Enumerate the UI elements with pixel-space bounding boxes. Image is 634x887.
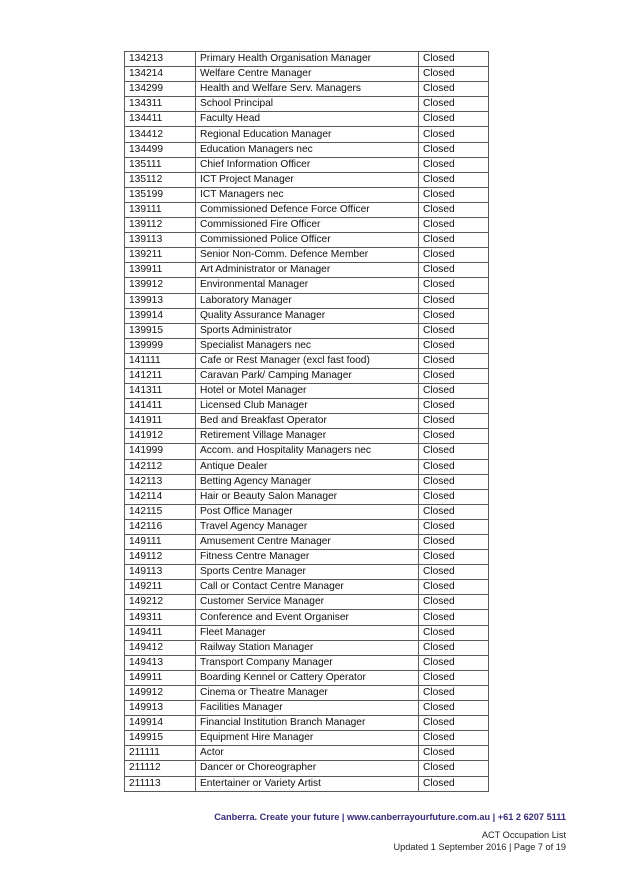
occupation-code: 149212 (125, 595, 196, 610)
occupation-status: Closed (419, 157, 489, 172)
occupation-status: Closed (419, 52, 489, 67)
occupation-status: Closed (419, 218, 489, 233)
occupation-code: 211113 (125, 776, 196, 791)
occupation-title: Licensed Club Manager (196, 399, 419, 414)
occupation-title: Hair or Beauty Salon Manager (196, 489, 419, 504)
occupation-code: 135112 (125, 172, 196, 187)
occupation-title: Education Managers nec (196, 142, 419, 157)
occupation-status: Closed (419, 187, 489, 202)
occupation-code: 211112 (125, 761, 196, 776)
occupation-title: Railway Station Manager (196, 640, 419, 655)
table-row (125, 67, 489, 82)
occupation-title: Dancer or Choreographer (196, 761, 419, 776)
occupation-title: Bed and Breakfast Operator (196, 414, 419, 429)
occupation-code: 134299 (125, 82, 196, 97)
table-row (125, 338, 489, 353)
occupation-title: Specialist Managers nec (196, 338, 419, 353)
occupation-status: Closed (419, 338, 489, 353)
occupation-code: 141912 (125, 429, 196, 444)
occupation-code: 134213 (125, 52, 196, 67)
table-row (125, 565, 489, 580)
occupation-table (124, 51, 489, 792)
table-row (125, 353, 489, 368)
occupation-title: Commissioned Fire Officer (196, 218, 419, 233)
occupation-code: 139211 (125, 248, 196, 263)
occupation-status: Closed (419, 595, 489, 610)
occupation-code: 139912 (125, 278, 196, 293)
occupation-title: Commissioned Police Officer (196, 233, 419, 248)
occupation-title: Senior Non-Comm. Defence Member (196, 248, 419, 263)
table-row (125, 535, 489, 550)
occupation-status: Closed (419, 293, 489, 308)
occupation-status: Closed (419, 353, 489, 368)
occupation-code: 141211 (125, 368, 196, 383)
table-row (125, 595, 489, 610)
occupation-status: Closed (419, 580, 489, 595)
table-row (125, 52, 489, 67)
occupation-code: 149113 (125, 565, 196, 580)
occupation-title: Commissioned Defence Force Officer (196, 202, 419, 217)
table-row (125, 233, 489, 248)
occupation-title: Primary Health Organisation Manager (196, 52, 419, 67)
occupation-code: 149411 (125, 625, 196, 640)
occupation-title: Art Administrator or Manager (196, 263, 419, 278)
occupation-code: 149913 (125, 701, 196, 716)
occupation-title: Cinema or Theatre Manager (196, 685, 419, 700)
table-row (125, 489, 489, 504)
occupation-status: Closed (419, 142, 489, 157)
occupation-status: Closed (419, 731, 489, 746)
occupation-title: Entertainer or Variety Artist (196, 776, 419, 791)
table-row (125, 278, 489, 293)
occupation-status: Closed (419, 82, 489, 97)
occupation-title: Betting Agency Manager (196, 474, 419, 489)
table-row (125, 82, 489, 97)
occupation-status: Closed (419, 565, 489, 580)
footer-document-title: ACT Occupation List (481, 830, 566, 840)
occupation-code: 134499 (125, 142, 196, 157)
table-row (125, 263, 489, 278)
occupation-code: 211111 (125, 746, 196, 761)
table-row (125, 640, 489, 655)
table-row (125, 172, 489, 187)
occupation-title: Travel Agency Manager (196, 519, 419, 534)
occupation-status: Closed (419, 670, 489, 685)
occupation-code: 134411 (125, 112, 196, 127)
table-row (125, 550, 489, 565)
occupation-title: ICT Managers nec (196, 187, 419, 202)
table-row (125, 202, 489, 217)
table-row (125, 746, 489, 761)
occupation-title: Chief Information Officer (196, 157, 419, 172)
occupation-title: Customer Service Manager (196, 595, 419, 610)
occupation-title: Call or Contact Centre Manager (196, 580, 419, 595)
occupation-status: Closed (419, 202, 489, 217)
table-row (125, 731, 489, 746)
occupation-code: 139913 (125, 293, 196, 308)
table-row (125, 761, 489, 776)
table-row (125, 142, 489, 157)
occupation-status: Closed (419, 112, 489, 127)
occupation-status: Closed (419, 701, 489, 716)
table-row (125, 655, 489, 670)
table-row (125, 504, 489, 519)
occupation-status: Closed (419, 776, 489, 791)
occupation-status: Closed (419, 368, 489, 383)
table-row (125, 218, 489, 233)
table-row (125, 459, 489, 474)
occupation-status: Closed (419, 444, 489, 459)
occupation-title: Transport Company Manager (196, 655, 419, 670)
occupation-status: Closed (419, 97, 489, 112)
table-row (125, 519, 489, 534)
table-row (125, 157, 489, 172)
occupation-title: Sports Centre Manager (196, 565, 419, 580)
occupation-code: 134214 (125, 67, 196, 82)
occupation-status: Closed (419, 519, 489, 534)
occupation-status: Closed (419, 550, 489, 565)
occupation-code: 149211 (125, 580, 196, 595)
occupation-code: 139915 (125, 323, 196, 338)
table-row (125, 414, 489, 429)
occupation-title: Fleet Manager (196, 625, 419, 640)
occupation-code: 149412 (125, 640, 196, 655)
occupation-code: 139914 (125, 308, 196, 323)
footer-updated-page: Updated 1 September 2016 | Page 7 of 19 (393, 842, 566, 852)
occupation-title: Facilities Manager (196, 701, 419, 716)
occupation-title: Financial Institution Branch Manager (196, 716, 419, 731)
occupation-status: Closed (419, 263, 489, 278)
occupation-title: Accom. and Hospitality Managers nec (196, 444, 419, 459)
table-row (125, 112, 489, 127)
occupation-status: Closed (419, 761, 489, 776)
occupation-title: Faculty Head (196, 112, 419, 127)
occupation-code: 139999 (125, 338, 196, 353)
occupation-status: Closed (419, 399, 489, 414)
occupation-status: Closed (419, 716, 489, 731)
occupation-status: Closed (419, 414, 489, 429)
occupation-code: 149915 (125, 731, 196, 746)
occupation-code: 149311 (125, 610, 196, 625)
occupation-code: 141311 (125, 384, 196, 399)
occupation-code: 139111 (125, 202, 196, 217)
occupation-code: 149911 (125, 670, 196, 685)
occupation-title: Post Office Manager (196, 504, 419, 519)
occupation-status: Closed (419, 67, 489, 82)
occupation-code: 149112 (125, 550, 196, 565)
occupation-status: Closed (419, 504, 489, 519)
occupation-status: Closed (419, 685, 489, 700)
occupation-title: Quality Assurance Manager (196, 308, 419, 323)
table-row (125, 187, 489, 202)
table-row (125, 248, 489, 263)
table-row (125, 701, 489, 716)
occupation-code: 141411 (125, 399, 196, 414)
occupation-code: 134412 (125, 127, 196, 142)
occupation-status: Closed (419, 248, 489, 263)
occupation-code: 149111 (125, 535, 196, 550)
occupation-title: Conference and Event Organiser (196, 610, 419, 625)
occupation-code: 142112 (125, 459, 196, 474)
occupation-code: 142114 (125, 489, 196, 504)
occupation-code: 141999 (125, 444, 196, 459)
occupation-status: Closed (419, 640, 489, 655)
occupation-status: Closed (419, 625, 489, 640)
occupation-title: Boarding Kennel or Cattery Operator (196, 670, 419, 685)
occupation-status: Closed (419, 459, 489, 474)
occupation-status: Closed (419, 278, 489, 293)
occupation-title: Environmental Manager (196, 278, 419, 293)
occupation-status: Closed (419, 535, 489, 550)
occupation-title: Amusement Centre Manager (196, 535, 419, 550)
occupation-code: 135199 (125, 187, 196, 202)
occupation-status: Closed (419, 172, 489, 187)
table-row (125, 625, 489, 640)
occupation-title: Fitness Centre Manager (196, 550, 419, 565)
occupation-title: Retirement Village Manager (196, 429, 419, 444)
occupation-title: Equipment Hire Manager (196, 731, 419, 746)
occupation-status: Closed (419, 655, 489, 670)
occupation-code: 149413 (125, 655, 196, 670)
occupation-code: 134311 (125, 97, 196, 112)
occupation-table-body (125, 52, 489, 792)
table-row (125, 444, 489, 459)
table-row (125, 97, 489, 112)
table-row (125, 580, 489, 595)
occupation-title: Laboratory Manager (196, 293, 419, 308)
occupation-code: 141911 (125, 414, 196, 429)
occupation-code: 141111 (125, 353, 196, 368)
occupation-status: Closed (419, 429, 489, 444)
occupation-title: Welfare Centre Manager (196, 67, 419, 82)
occupation-code: 139113 (125, 233, 196, 248)
occupation-code: 139911 (125, 263, 196, 278)
occupation-title: Health and Welfare Serv. Managers (196, 82, 419, 97)
table-row (125, 323, 489, 338)
occupation-status: Closed (419, 233, 489, 248)
occupation-title: Actor (196, 746, 419, 761)
occupation-title: Regional Education Manager (196, 127, 419, 142)
table-row (125, 293, 489, 308)
occupation-status: Closed (419, 746, 489, 761)
occupation-code: 142113 (125, 474, 196, 489)
occupation-code: 135111 (125, 157, 196, 172)
table-row (125, 610, 489, 625)
occupation-code: 149912 (125, 685, 196, 700)
table-row (125, 670, 489, 685)
table-row (125, 474, 489, 489)
table-row (125, 716, 489, 731)
occupation-title: Antique Dealer (196, 459, 419, 474)
occupation-status: Closed (419, 323, 489, 338)
occupation-status: Closed (419, 384, 489, 399)
occupation-status: Closed (419, 308, 489, 323)
occupation-title: School Principal (196, 97, 419, 112)
occupation-code: 139112 (125, 218, 196, 233)
occupation-title: ICT Project Manager (196, 172, 419, 187)
table-row (125, 776, 489, 791)
footer-brand-line: Canberra. Create your future | www.canberrayourfuture.com.au | +61 2 6207 5111 (214, 812, 566, 822)
occupation-status: Closed (419, 610, 489, 625)
table-row (125, 685, 489, 700)
occupation-status: Closed (419, 127, 489, 142)
table-row (125, 308, 489, 323)
table-row (125, 127, 489, 142)
occupation-title: Sports Administrator (196, 323, 419, 338)
occupation-status: Closed (419, 474, 489, 489)
occupation-code: 142115 (125, 504, 196, 519)
table-row (125, 429, 489, 444)
occupation-title: Hotel or Motel Manager (196, 384, 419, 399)
occupation-code: 142116 (125, 519, 196, 534)
occupation-status: Closed (419, 489, 489, 504)
occupation-title: Caravan Park/ Camping Manager (196, 368, 419, 383)
occupation-code: 149914 (125, 716, 196, 731)
table-row (125, 368, 489, 383)
table-row (125, 399, 489, 414)
table-row (125, 384, 489, 399)
occupation-title: Cafe or Rest Manager (excl fast food) (196, 353, 419, 368)
